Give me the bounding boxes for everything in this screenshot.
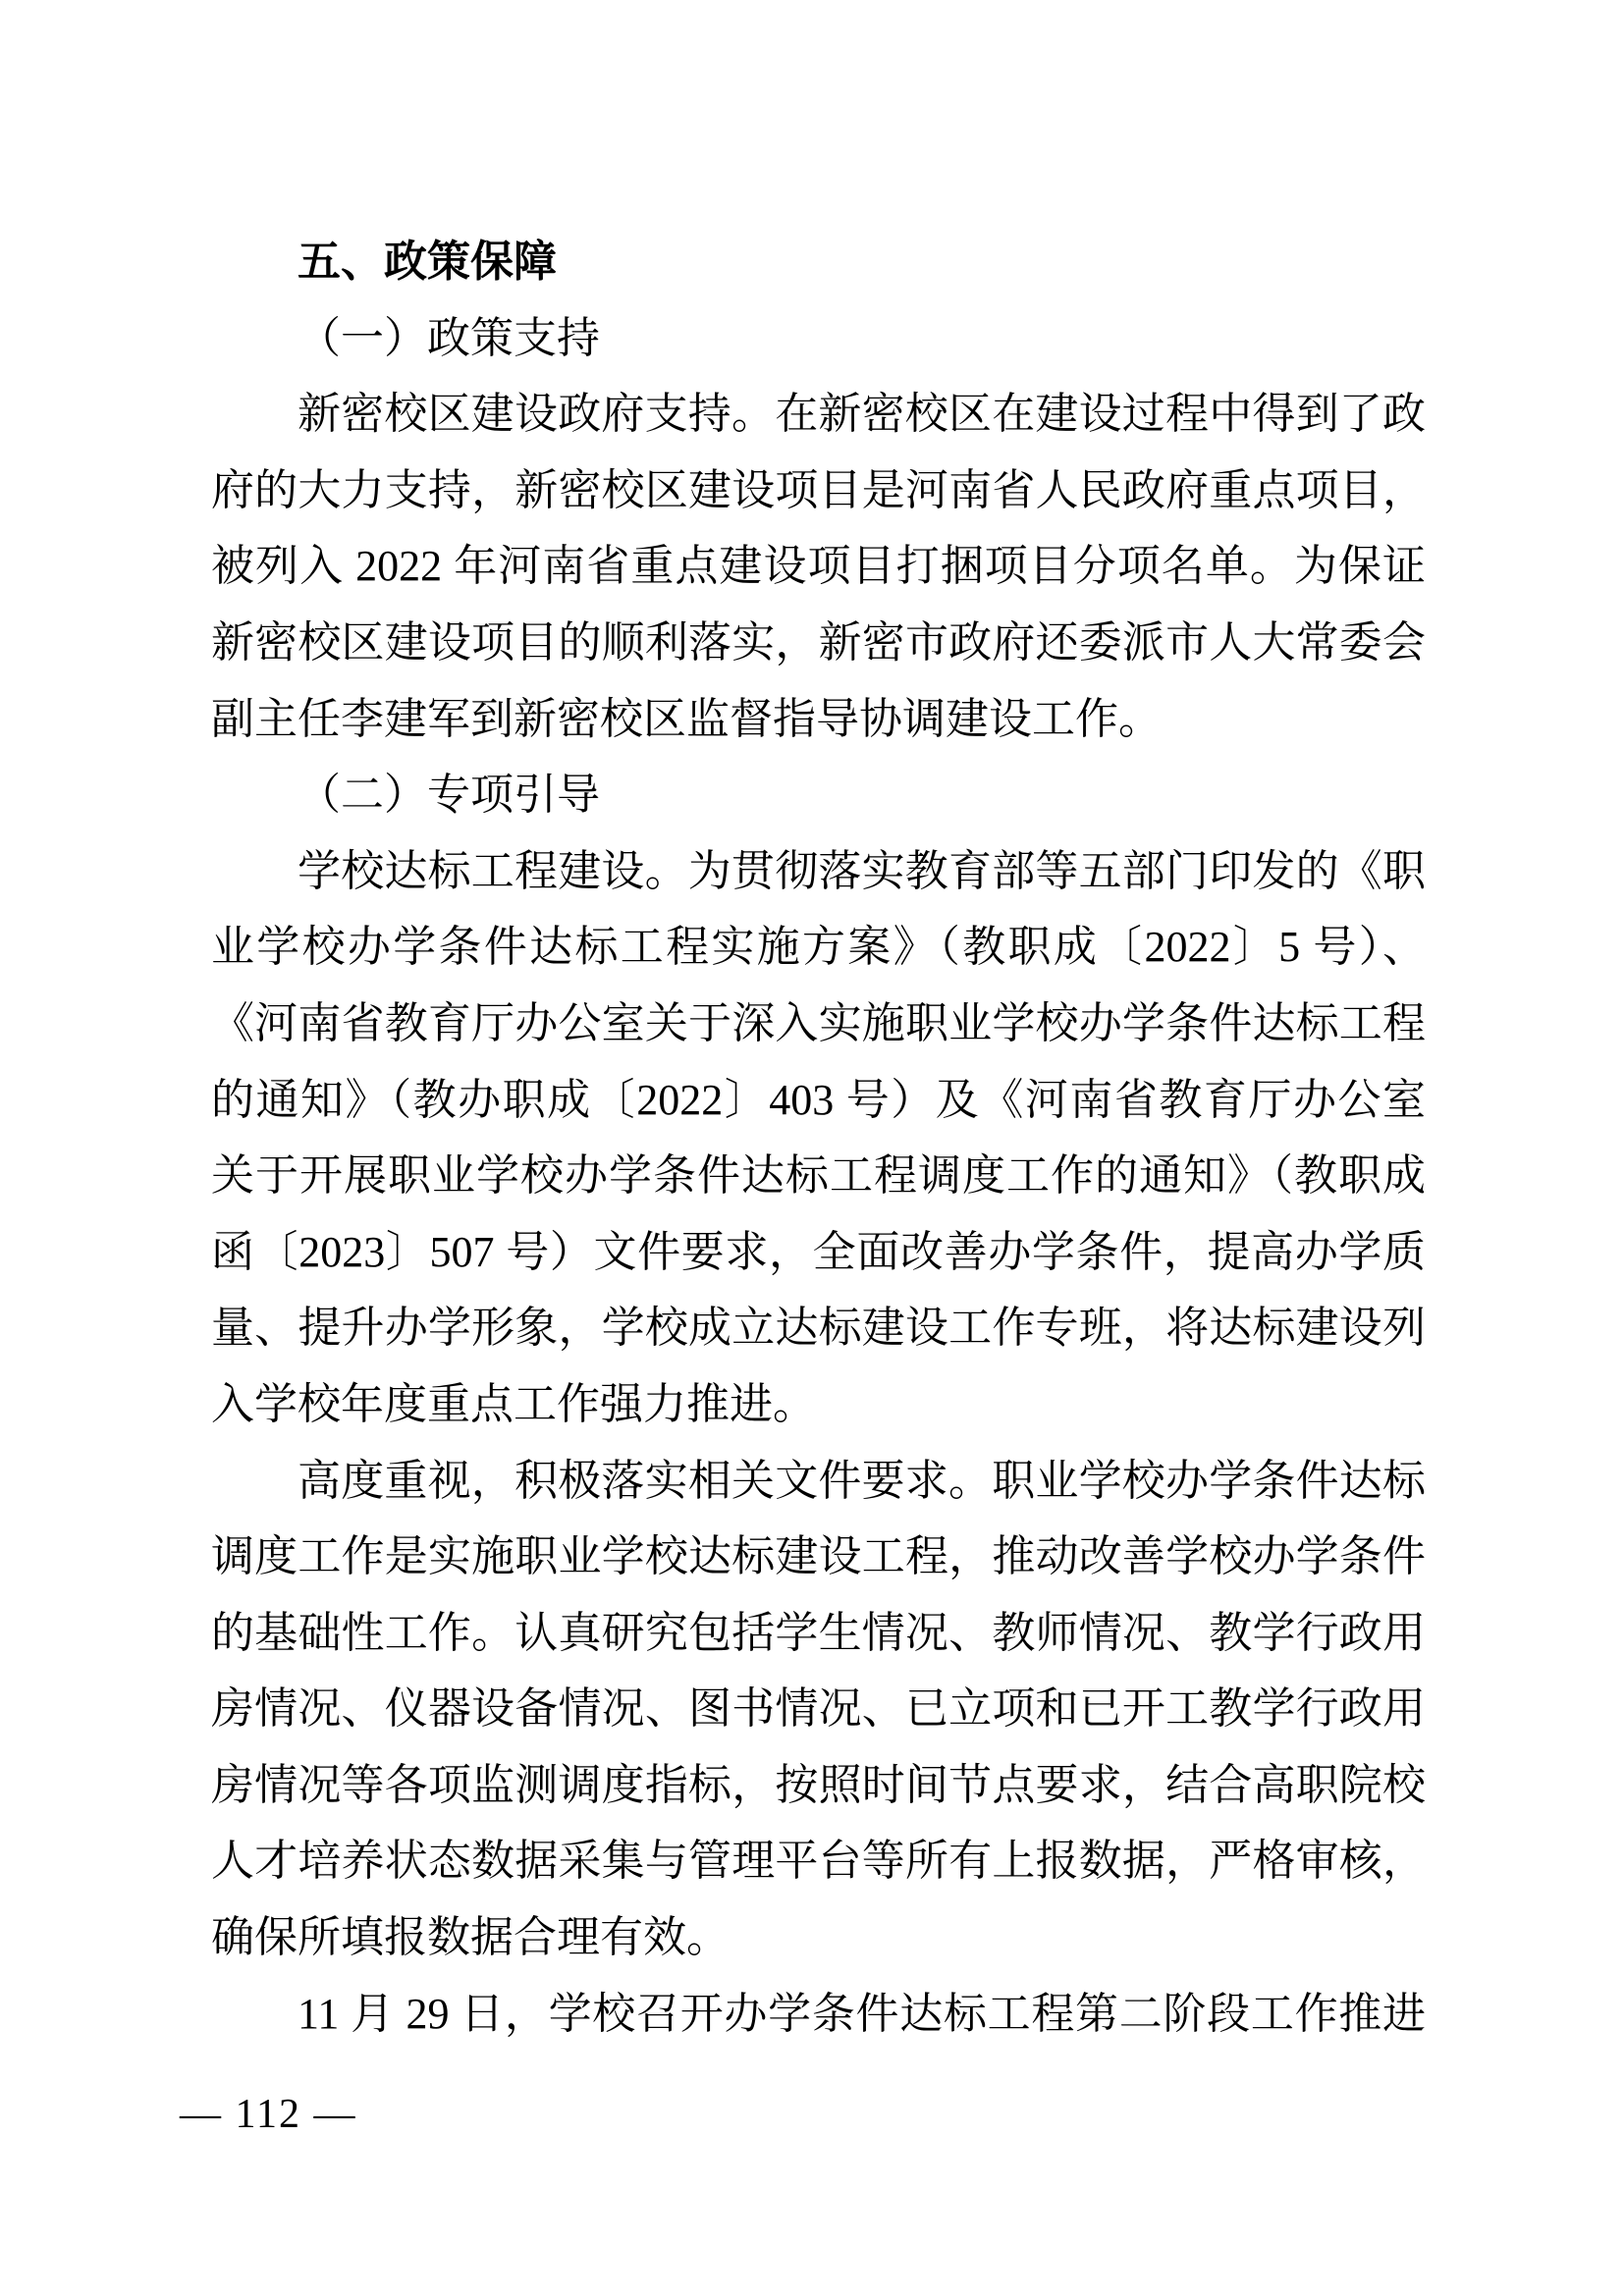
section-heading: 五、政策保障	[298, 238, 557, 286]
subsection-heading-policy-support: （一）政策支持	[298, 313, 600, 362]
subsection-heading-special-guidance: （二）专项引导	[298, 771, 600, 820]
paragraph-policy-support: 新密校区建设政府支持。在新密校区在建设过程中得到了政府的大力支持，新密校区建设项目是河南省人民政府重点项目，被列入 2022 年河南省重点建设项目打捆项目分项名单。为保证新密校区建设项目的顺利落实，新密市政府还委派市人大常委会副主任李建军到新密校区监督指导协调建设工作。	[211, 390, 1426, 743]
paragraph-standard-project: 学校达标工程建设。为贯彻落实教育部等五部门印发的《职业学校办学条件达标工程实施方案》（教职成〔2022〕5 号）、《河南省教育厅办公室关于深入实施职业学校办学条件达标工程的通知》（教办职成〔2022〕403 号）及《河南省教育厅办公室关于开展职业学校办学条件达标工程调度工作的通知》（教职成函〔2023〕507 号）文件要求，全面改善办学条件，提高办学质量、提升办学形象，学校成立达标建设工作专班，将达标建设列入学校年度重点工作强力推进。	[211, 846, 1426, 1428]
paragraph-dispatch-work: 高度重视，积极落实相关文件要求。职业学校办学条件达标调度工作是实施职业学校达标建设工程，推动改善学校办学条件的基础性工作。认真研究包括学生情况、教师情况、教学行政用房情况、仪器设备情况、图书情况、已立项和已开工教学行政用房情况等各项监测调度指标，按照时间节点要求，结合高职院校人才培养状态数据采集与管理平台等所有上报数据，严格审核，确保所填报数据合理有效。	[211, 1456, 1426, 1962]
document-body	[211, 224, 1426, 2052]
page-number: — 112 —	[180, 2092, 357, 2137]
paragraph-meeting-truncated: 11 月 29 日，学校召开办学条件达标工程第二阶段工作推进	[298, 1989, 1426, 2038]
